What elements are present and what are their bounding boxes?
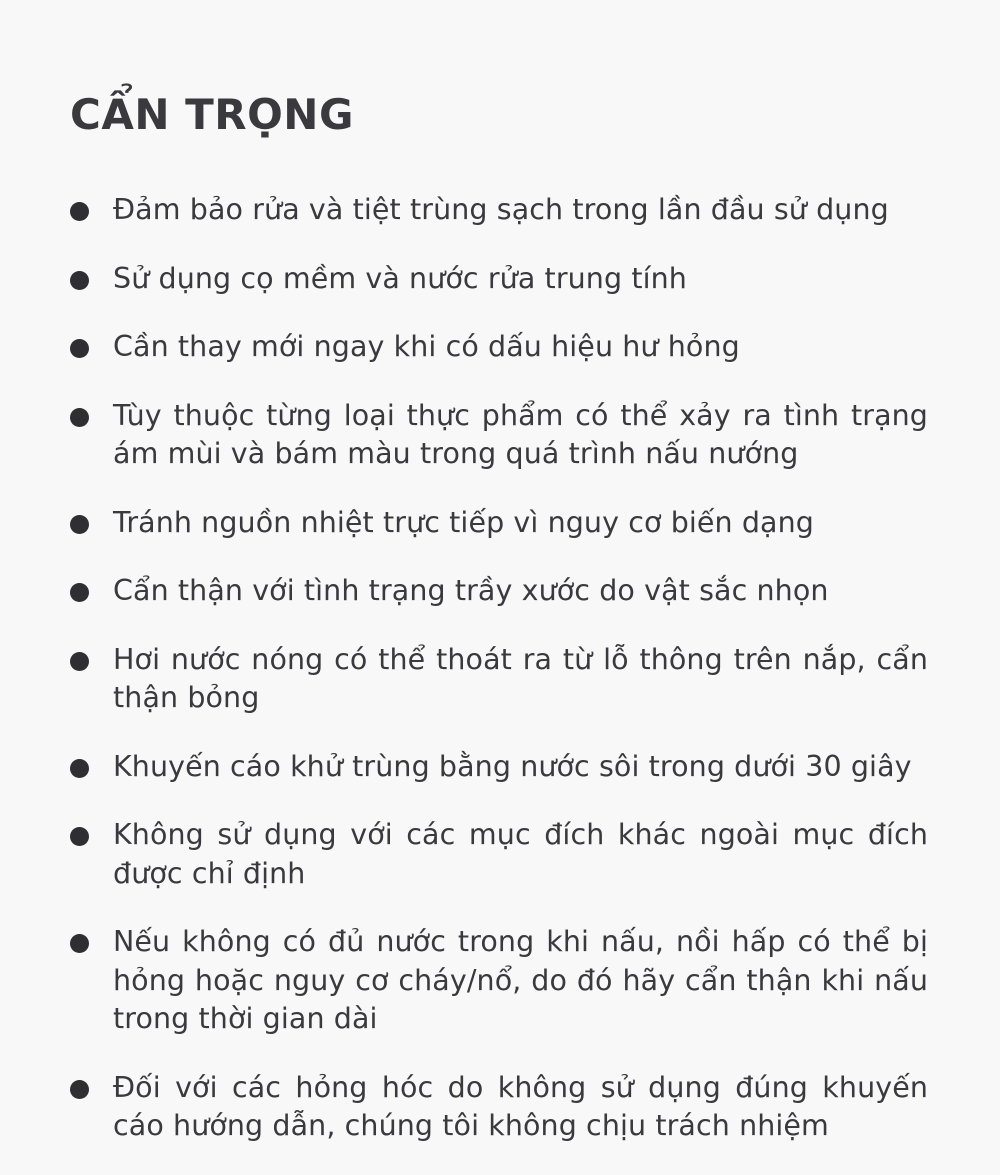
list-item-text: Tránh nguồn nhiệt trực tiếp vì nguy cơ biến dạng <box>113 505 814 539</box>
list-item-text: Sử dụng cọ mềm và nước rửa trung tính <box>113 261 687 295</box>
list-item-text: Cẩn thận với tình trạng trầy xước do vật sắc nhọn <box>113 574 829 607</box>
list-item-text: Không sử dụng với các mục đích khác ngoài mục đích được chỉ định <box>113 818 928 890</box>
list-item <box>70 641 928 718</box>
list-item <box>70 191 928 230</box>
bullet-icon <box>70 515 89 534</box>
list-item-text: Khuyến cáo khử trùng bằng nước sôi trong dưới 30 giây <box>113 749 912 783</box>
bullet-icon <box>70 1080 89 1099</box>
list-item <box>70 748 928 787</box>
list-item <box>70 923 928 1039</box>
caution-list <box>70 191 928 1146</box>
list-item-text: Tùy thuộc từng loại thực phẩm có thể xảy ra tình trạng ám mùi và bám màu trong quá trình nấu nướng <box>113 398 928 470</box>
bullet-icon <box>70 339 89 358</box>
bullet-icon <box>70 202 89 221</box>
page-title: CẨN TRỌNG <box>70 90 354 139</box>
list-item <box>70 816 928 893</box>
list-item-text: Cần thay mới ngay khi có dấu hiệu hư hỏng <box>113 330 740 363</box>
bullet-icon <box>70 827 89 846</box>
list-item-text: Hơi nước nóng có thể thoát ra từ lỗ thông trên nắp, cẩn thận bỏng <box>113 642 928 714</box>
bullet-icon <box>70 583 89 602</box>
list-item <box>70 328 928 367</box>
bullet-icon <box>70 271 89 290</box>
list-item-text: Đảm bảo rửa và tiệt trùng sạch trong lần đầu sử dụng <box>113 193 889 226</box>
list-item-text: Đối với các hỏng hóc do không sử dụng đúng khuyến cáo hướng dẫn, chúng tôi không chịu trách nhiệm <box>113 1070 928 1142</box>
list-item <box>70 1069 928 1146</box>
bullet-icon <box>70 408 89 427</box>
bullet-icon <box>70 934 89 953</box>
bullet-icon <box>70 652 89 671</box>
bullet-icon <box>70 759 89 778</box>
list-item <box>70 504 928 543</box>
list-item <box>70 397 928 474</box>
list-item <box>70 572 928 611</box>
list-item <box>70 260 928 299</box>
list-item-text: Nếu không có đủ nước trong khi nấu, nồi hấp có thể bị hỏng hoặc nguy cơ cháy/nổ, do đó hãy cẩn thận khi nấu trong thời gian dài <box>113 925 928 1035</box>
